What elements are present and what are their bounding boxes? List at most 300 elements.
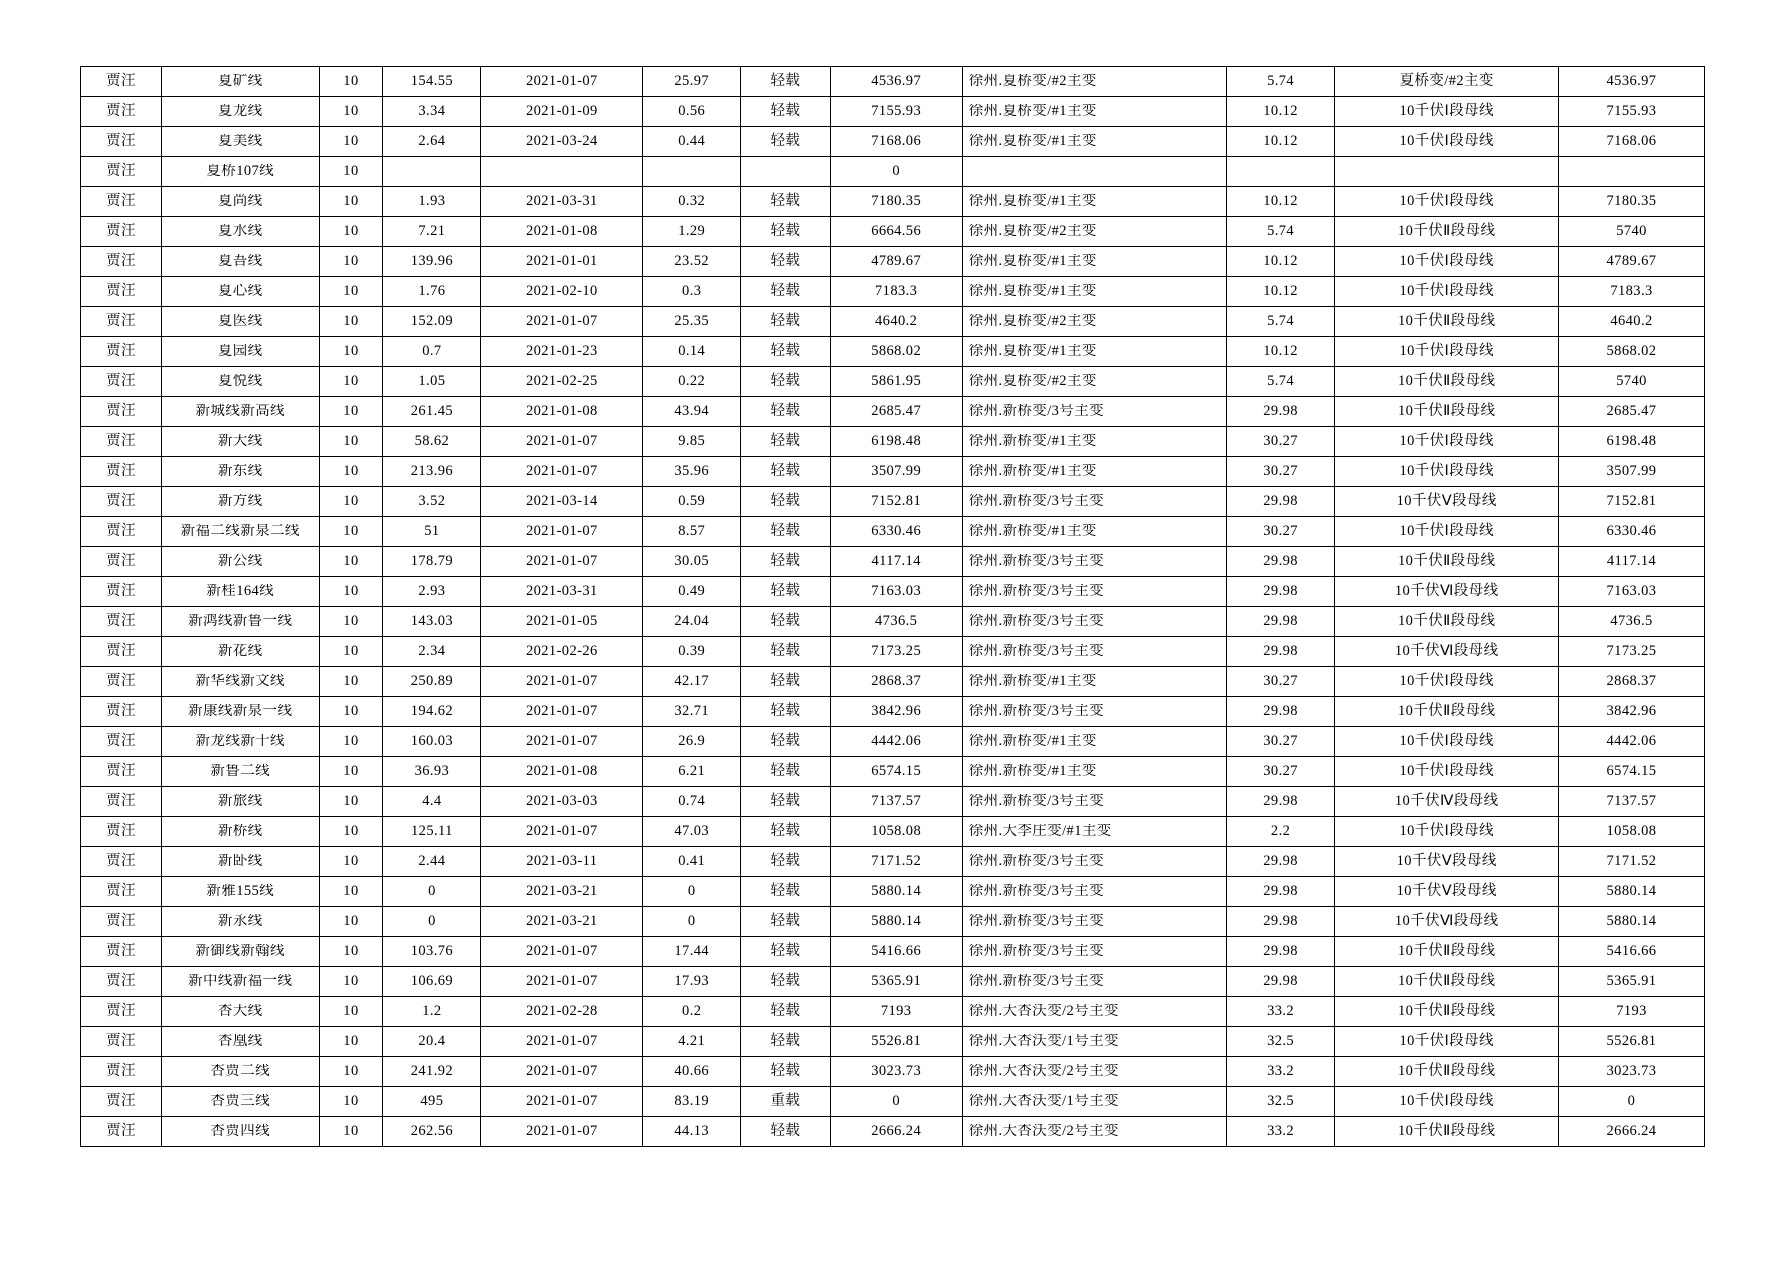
cell-r10-c2: 10 [319,367,383,397]
cell-r29-c5: 17.44 [643,937,741,967]
cell-r15-c1 [161,517,319,547]
cell-r28-c7: 5880.14 [830,907,962,937]
cell-r26-c11: 7171.52 [1559,847,1705,877]
line-name: 夏矿线 [217,74,263,89]
cell-r20-c8 [962,667,1226,697]
cell-r21-c2: 10 [319,697,383,727]
cell-r4-c7: 7180.35 [830,187,962,217]
cell-r4-c9: 10.12 [1226,187,1335,217]
cell-r11-c5: 43.94 [643,397,741,427]
cell-r27-c11: 5880.14 [1559,877,1705,907]
cell-r19-c6: 轻载 [741,637,830,667]
cell-r25-c1 [161,817,319,847]
cell-r32-c1 [161,1027,319,1057]
table-row [81,577,1705,607]
cell-r17-c10: 10千伏Ⅵ段母线 [1335,577,1559,607]
transformer-name: 徐州.新桥变/3号主变 [968,914,1104,929]
cell-r33-c3: 241.92 [383,1057,481,1087]
cell-r24-c9: 29.98 [1226,787,1335,817]
table-row [81,1027,1705,1057]
table-row [81,127,1705,157]
cell-r2-c4: 2021-03-24 [481,127,643,157]
line-name: 新公线 [217,554,263,569]
cell-r3-c3 [383,157,481,187]
cell-r11-c3: 261.45 [383,397,481,427]
cell-r32-c10: 10千伏Ⅰ段母线 [1335,1027,1559,1057]
table-row [81,1057,1705,1087]
cell-r32-c11: 5526.81 [1559,1027,1705,1057]
table-row [81,67,1705,97]
table-row [81,217,1705,247]
cell-r17-c4: 2021-03-31 [481,577,643,607]
cell-r19-c3: 2.34 [383,637,481,667]
cell-r19-c5: 0.39 [643,637,741,667]
line-name: 夏心线 [217,284,263,299]
cell-r15-c6: 轻载 [741,517,830,547]
cell-r17-c7: 7163.03 [830,577,962,607]
table-row [81,247,1705,277]
cell-r21-c11: 3842.96 [1559,697,1705,727]
cell-r26-c0: 贾汪 [81,847,162,877]
table-row [81,727,1705,757]
cell-r16-c3: 178.79 [383,547,481,577]
transformer-name: 徐州.新桥变/#1主变 [968,464,1097,479]
cell-r6-c10: 10千伏Ⅰ段母线 [1335,247,1559,277]
cell-r28-c10: 10千伏Ⅵ段母线 [1335,907,1559,937]
line-name: 新福二线新泉二线 [180,524,300,539]
cell-r29-c4: 2021-01-07 [481,937,643,967]
cell-r12-c7: 6198.48 [830,427,962,457]
line-name: 夏尚线 [217,194,263,209]
cell-r9-c4: 2021-01-23 [481,337,643,367]
cell-r15-c0: 贾汪 [81,517,162,547]
cell-r9-c10: 10千伏Ⅰ段母线 [1335,337,1559,367]
cell-r25-c3: 125.11 [383,817,481,847]
cell-r2-c1 [161,127,319,157]
table-row [81,397,1705,427]
transformer-name: 徐州.新桥变/3号主变 [968,554,1104,569]
cell-r6-c5: 23.52 [643,247,741,277]
cell-r2-c10: 10千伏Ⅰ段母线 [1335,127,1559,157]
cell-r21-c6: 轻载 [741,697,830,727]
cell-r10-c7: 5861.95 [830,367,962,397]
cell-r17-c0: 贾汪 [81,577,162,607]
cell-r8-c4: 2021-01-07 [481,307,643,337]
cell-r7-c1 [161,277,319,307]
transformer-name: 徐州.夏桥变/#2主变 [968,224,1097,239]
cell-r12-c10: 10千伏Ⅰ段母线 [1335,427,1559,457]
cell-r6-c8 [962,247,1226,277]
cell-r7-c11: 7183.3 [1559,277,1705,307]
cell-r2-c8 [962,127,1226,157]
cell-r4-c4: 2021-03-31 [481,187,643,217]
cell-r5-c0: 贾汪 [81,217,162,247]
cell-r0-c5: 25.97 [643,67,741,97]
cell-r21-c3: 194.62 [383,697,481,727]
transformer-name: 徐州.新桥变/#1主变 [968,434,1097,449]
cell-r16-c2: 10 [319,547,383,577]
cell-r23-c0: 贾汪 [81,757,162,787]
table-row [81,487,1705,517]
cell-r0-c1 [161,67,319,97]
cell-r1-c5: 0.56 [643,97,741,127]
cell-r7-c9: 10.12 [1226,277,1335,307]
cell-r6-c9: 10.12 [1226,247,1335,277]
cell-r6-c11: 4789.67 [1559,247,1705,277]
cell-r10-c9: 5.74 [1226,367,1335,397]
cell-r31-c11: 7193 [1559,997,1705,1027]
cell-r7-c2: 10 [319,277,383,307]
line-name: 新东线 [217,464,263,479]
line-name: 杏贾二线 [210,1064,271,1079]
cell-r23-c2: 10 [319,757,383,787]
cell-r30-c11: 5365.91 [1559,967,1705,997]
cell-r16-c9: 29.98 [1226,547,1335,577]
cell-r28-c8 [962,907,1226,937]
cell-r30-c4: 2021-01-07 [481,967,643,997]
cell-r5-c10: 10千伏Ⅱ段母线 [1335,217,1559,247]
table-container [80,66,1705,1147]
cell-r7-c7: 7183.3 [830,277,962,307]
cell-r20-c4: 2021-01-07 [481,667,643,697]
cell-r31-c3: 1.2 [383,997,481,1027]
cell-r23-c9: 30.27 [1226,757,1335,787]
cell-r27-c10: 10千伏Ⅴ段母线 [1335,877,1559,907]
transformer-name: 徐州.新桥变/3号主变 [968,884,1104,899]
cell-r22-c1 [161,727,319,757]
cell-r35-c5: 44.13 [643,1117,741,1147]
cell-r7-c8 [962,277,1226,307]
table-row [81,607,1705,637]
cell-r13-c11: 3507.99 [1559,457,1705,487]
transformer-name: 徐州.夏桥变/#1主变 [968,344,1097,359]
transformer-name: 徐州.大杏沃变/1号主变 [968,1034,1119,1049]
line-name: 新方线 [217,494,263,509]
transformer-name: 徐州.大李庄变/#1主变 [968,824,1112,839]
table-row [81,427,1705,457]
cell-r21-c7: 3842.96 [830,697,962,727]
cell-r18-c2: 10 [319,607,383,637]
cell-r22-c0: 贾汪 [81,727,162,757]
transformer-name: 徐州.新桥变/3号主变 [968,854,1104,869]
cell-r25-c11: 1058.08 [1559,817,1705,847]
transformer-name: 徐州.夏桥变/#2主变 [968,314,1097,329]
cell-r14-c5: 0.59 [643,487,741,517]
cell-r11-c6: 轻载 [741,397,830,427]
cell-r9-c8 [962,337,1226,367]
cell-r1-c0: 贾汪 [81,97,162,127]
cell-r16-c8 [962,547,1226,577]
cell-r18-c8 [962,607,1226,637]
cell-r35-c9: 33.2 [1226,1117,1335,1147]
cell-r27-c2: 10 [319,877,383,907]
cell-r0-c0: 贾汪 [81,67,162,97]
cell-r28-c1 [161,907,319,937]
cell-r34-c9: 32.5 [1226,1087,1335,1117]
transformer-name: 徐州.新桥变/3号主变 [968,704,1104,719]
transformer-name: 徐州.新桥变/3号主变 [968,794,1104,809]
cell-r25-c0: 贾汪 [81,817,162,847]
cell-r3-c4 [481,157,643,187]
cell-r17-c1 [161,577,319,607]
table-row [81,847,1705,877]
line-name: 新中线新福一线 [188,974,293,989]
cell-r24-c4: 2021-03-03 [481,787,643,817]
cell-r28-c4: 2021-03-21 [481,907,643,937]
cell-r30-c2: 10 [319,967,383,997]
cell-r11-c2: 10 [319,397,383,427]
line-name: 新雅155线 [206,884,275,899]
transformer-name: 徐州.夏桥变/#2主变 [968,374,1097,389]
table-row [81,1087,1705,1117]
cell-r9-c11: 5868.02 [1559,337,1705,367]
cell-r3-c2: 10 [319,157,383,187]
cell-r9-c1 [161,337,319,367]
line-name: 夏美线 [217,134,263,149]
cell-r11-c11: 2685.47 [1559,397,1705,427]
cell-r27-c0: 贾汪 [81,877,162,907]
cell-r8-c6: 轻载 [741,307,830,337]
cell-r27-c8 [962,877,1226,907]
cell-r21-c4: 2021-01-07 [481,697,643,727]
transformer-name: 徐州.新桥变/#1主变 [968,674,1097,689]
cell-r4-c5: 0.32 [643,187,741,217]
cell-r5-c6: 轻载 [741,217,830,247]
cell-r34-c0: 贾汪 [81,1087,162,1117]
cell-r12-c5: 9.85 [643,427,741,457]
cell-r33-c1 [161,1057,319,1087]
cell-r34-c8 [962,1087,1226,1117]
cell-r11-c7: 2685.47 [830,397,962,427]
cell-r17-c11: 7163.03 [1559,577,1705,607]
cell-r19-c7: 7173.25 [830,637,962,667]
cell-r16-c7: 4117.14 [830,547,962,577]
cell-r35-c3: 262.56 [383,1117,481,1147]
cell-r19-c9: 29.98 [1226,637,1335,667]
cell-r21-c10: 10千伏Ⅱ段母线 [1335,697,1559,727]
cell-r1-c7: 7155.93 [830,97,962,127]
cell-r11-c10: 10千伏Ⅱ段母线 [1335,397,1559,427]
cell-r35-c2: 10 [319,1117,383,1147]
cell-r34-c7: 0 [830,1087,962,1117]
cell-r2-c5: 0.44 [643,127,741,157]
cell-r13-c7: 3507.99 [830,457,962,487]
cell-r11-c4: 2021-01-08 [481,397,643,427]
line-name: 夏吾线 [217,254,263,269]
cell-r32-c2: 10 [319,1027,383,1057]
cell-r8-c0: 贾汪 [81,307,162,337]
cell-r8-c3: 152.09 [383,307,481,337]
cell-r4-c2: 10 [319,187,383,217]
cell-r28-c2: 10 [319,907,383,937]
cell-r7-c10: 10千伏Ⅰ段母线 [1335,277,1559,307]
line-name: 新桥线 [217,824,263,839]
cell-r19-c11: 7173.25 [1559,637,1705,667]
cell-r15-c7: 6330.46 [830,517,962,547]
transformer-name: 徐州.夏桥变/#1主变 [968,134,1097,149]
cell-r35-c8 [962,1117,1226,1147]
cell-r16-c4: 2021-01-07 [481,547,643,577]
cell-r21-c0: 贾汪 [81,697,162,727]
cell-r22-c5: 26.9 [643,727,741,757]
cell-r31-c2: 10 [319,997,383,1027]
cell-r1-c6: 轻载 [741,97,830,127]
cell-r6-c1 [161,247,319,277]
cell-r33-c10: 10千伏Ⅱ段母线 [1335,1057,1559,1087]
cell-r18-c1 [161,607,319,637]
cell-r23-c6: 轻载 [741,757,830,787]
cell-r24-c7: 7137.57 [830,787,962,817]
cell-r23-c11: 6574.15 [1559,757,1705,787]
table-row [81,757,1705,787]
cell-r33-c4: 2021-01-07 [481,1057,643,1087]
table-row [81,667,1705,697]
cell-r33-c6: 轻载 [741,1057,830,1087]
cell-r14-c3: 3.52 [383,487,481,517]
table-row [81,337,1705,367]
cell-r12-c4: 2021-01-07 [481,427,643,457]
cell-r12-c9: 30.27 [1226,427,1335,457]
cell-r14-c7: 7152.81 [830,487,962,517]
transformer-name: 徐州.大杏沃变/1号主变 [968,1094,1119,1109]
cell-r26-c2: 10 [319,847,383,877]
cell-r27-c1 [161,877,319,907]
cell-r19-c2: 10 [319,637,383,667]
cell-r20-c3: 250.89 [383,667,481,697]
cell-r31-c7: 7193 [830,997,962,1027]
cell-r15-c5: 8.57 [643,517,741,547]
cell-r13-c10: 10千伏Ⅰ段母线 [1335,457,1559,487]
transformer-name: 徐州.新桥变/3号主变 [968,404,1104,419]
cell-r22-c11: 4442.06 [1559,727,1705,757]
cell-r15-c8 [962,517,1226,547]
cell-r9-c0: 贾汪 [81,337,162,367]
cell-r24-c0: 贾汪 [81,787,162,817]
cell-r11-c0: 贾汪 [81,397,162,427]
cell-r28-c11: 5880.14 [1559,907,1705,937]
cell-r13-c6: 轻载 [741,457,830,487]
cell-r29-c3: 103.76 [383,937,481,967]
cell-r29-c6: 轻载 [741,937,830,967]
cell-r15-c2: 10 [319,517,383,547]
cell-r22-c3: 160.03 [383,727,481,757]
cell-r21-c1 [161,697,319,727]
cell-r13-c8 [962,457,1226,487]
line-name: 新卧线 [217,854,263,869]
cell-r27-c6: 轻载 [741,877,830,907]
cell-r22-c4: 2021-01-07 [481,727,643,757]
cell-r33-c7: 3023.73 [830,1057,962,1087]
cell-r21-c8 [962,697,1226,727]
cell-r23-c7: 6574.15 [830,757,962,787]
cell-r0-c10: 夏桥变/#2主变 [1335,67,1559,97]
cell-r34-c4: 2021-01-07 [481,1087,643,1117]
cell-r3-c1 [161,157,319,187]
cell-r13-c4: 2021-01-07 [481,457,643,487]
cell-r24-c3: 4.4 [383,787,481,817]
cell-r30-c8 [962,967,1226,997]
cell-r22-c8 [962,727,1226,757]
table-row [81,877,1705,907]
cell-r23-c8 [962,757,1226,787]
line-load-table [80,66,1705,1147]
transformer-name: 徐州.夏桥变/#1主变 [968,254,1097,269]
transformer-name: 徐州.夏桥变/#1主变 [968,104,1097,119]
cell-r33-c9: 33.2 [1226,1057,1335,1087]
cell-r33-c2: 10 [319,1057,383,1087]
cell-r32-c9: 32.5 [1226,1027,1335,1057]
cell-r34-c10: 10千伏Ⅰ段母线 [1335,1087,1559,1117]
line-name: 新城线新高线 [195,404,285,419]
line-name: 新康线新泉一线 [188,704,293,719]
line-name: 杏贾三线 [210,1094,271,1109]
transformer-name: 徐州.大杏沃变/2号主变 [968,1004,1119,1019]
cell-r14-c2: 10 [319,487,383,517]
cell-r10-c6: 轻载 [741,367,830,397]
cell-r6-c4: 2021-01-01 [481,247,643,277]
transformer-name: 徐州.新桥变/3号主变 [968,944,1104,959]
cell-r13-c1 [161,457,319,487]
cell-r30-c1 [161,967,319,997]
transformer-name: 徐州.新桥变/#1主变 [968,734,1097,749]
cell-r19-c4: 2021-02-26 [481,637,643,667]
cell-r35-c0: 贾汪 [81,1117,162,1147]
cell-r15-c4: 2021-01-07 [481,517,643,547]
cell-r14-c4: 2021-03-14 [481,487,643,517]
cell-r22-c7: 4442.06 [830,727,962,757]
transformer-name: 徐州.大杏沃变/2号主变 [968,1064,1119,1079]
cell-r31-c5: 0.2 [643,997,741,1027]
cell-r14-c11: 7152.81 [1559,487,1705,517]
cell-r25-c9: 2.2 [1226,817,1335,847]
cell-r18-c4: 2021-01-05 [481,607,643,637]
cell-r14-c1 [161,487,319,517]
cell-r9-c2: 10 [319,337,383,367]
cell-r8-c10: 10千伏Ⅱ段母线 [1335,307,1559,337]
cell-r13-c2: 10 [319,457,383,487]
cell-r7-c3: 1.76 [383,277,481,307]
cell-r0-c2: 10 [319,67,383,97]
cell-r3-c0: 贾汪 [81,157,162,187]
cell-r29-c1 [161,937,319,967]
cell-r4-c1 [161,187,319,217]
table-row [81,187,1705,217]
cell-r16-c1 [161,547,319,577]
cell-r29-c2: 10 [319,937,383,967]
cell-r32-c3: 20.4 [383,1027,481,1057]
cell-r16-c6: 轻载 [741,547,830,577]
cell-r25-c2: 10 [319,817,383,847]
cell-r30-c9: 29.98 [1226,967,1335,997]
line-name: 新花线 [217,644,263,659]
cell-r10-c8 [962,367,1226,397]
cell-r13-c9: 30.27 [1226,457,1335,487]
cell-r24-c2: 10 [319,787,383,817]
cell-r11-c9: 29.98 [1226,397,1335,427]
cell-r9-c3: 0.7 [383,337,481,367]
cell-r0-c11: 4536.97 [1559,67,1705,97]
cell-r35-c10: 10千伏Ⅱ段母线 [1335,1117,1559,1147]
cell-r2-c7: 7168.06 [830,127,962,157]
cell-r25-c6: 轻载 [741,817,830,847]
cell-r10-c4: 2021-02-25 [481,367,643,397]
cell-r17-c3: 2.93 [383,577,481,607]
cell-r7-c5: 0.3 [643,277,741,307]
transformer-name: 徐州.夏桥变/#1主变 [968,284,1097,299]
cell-r22-c10: 10千伏Ⅰ段母线 [1335,727,1559,757]
line-name: 杏贾四线 [210,1124,271,1139]
table-row [81,997,1705,1027]
